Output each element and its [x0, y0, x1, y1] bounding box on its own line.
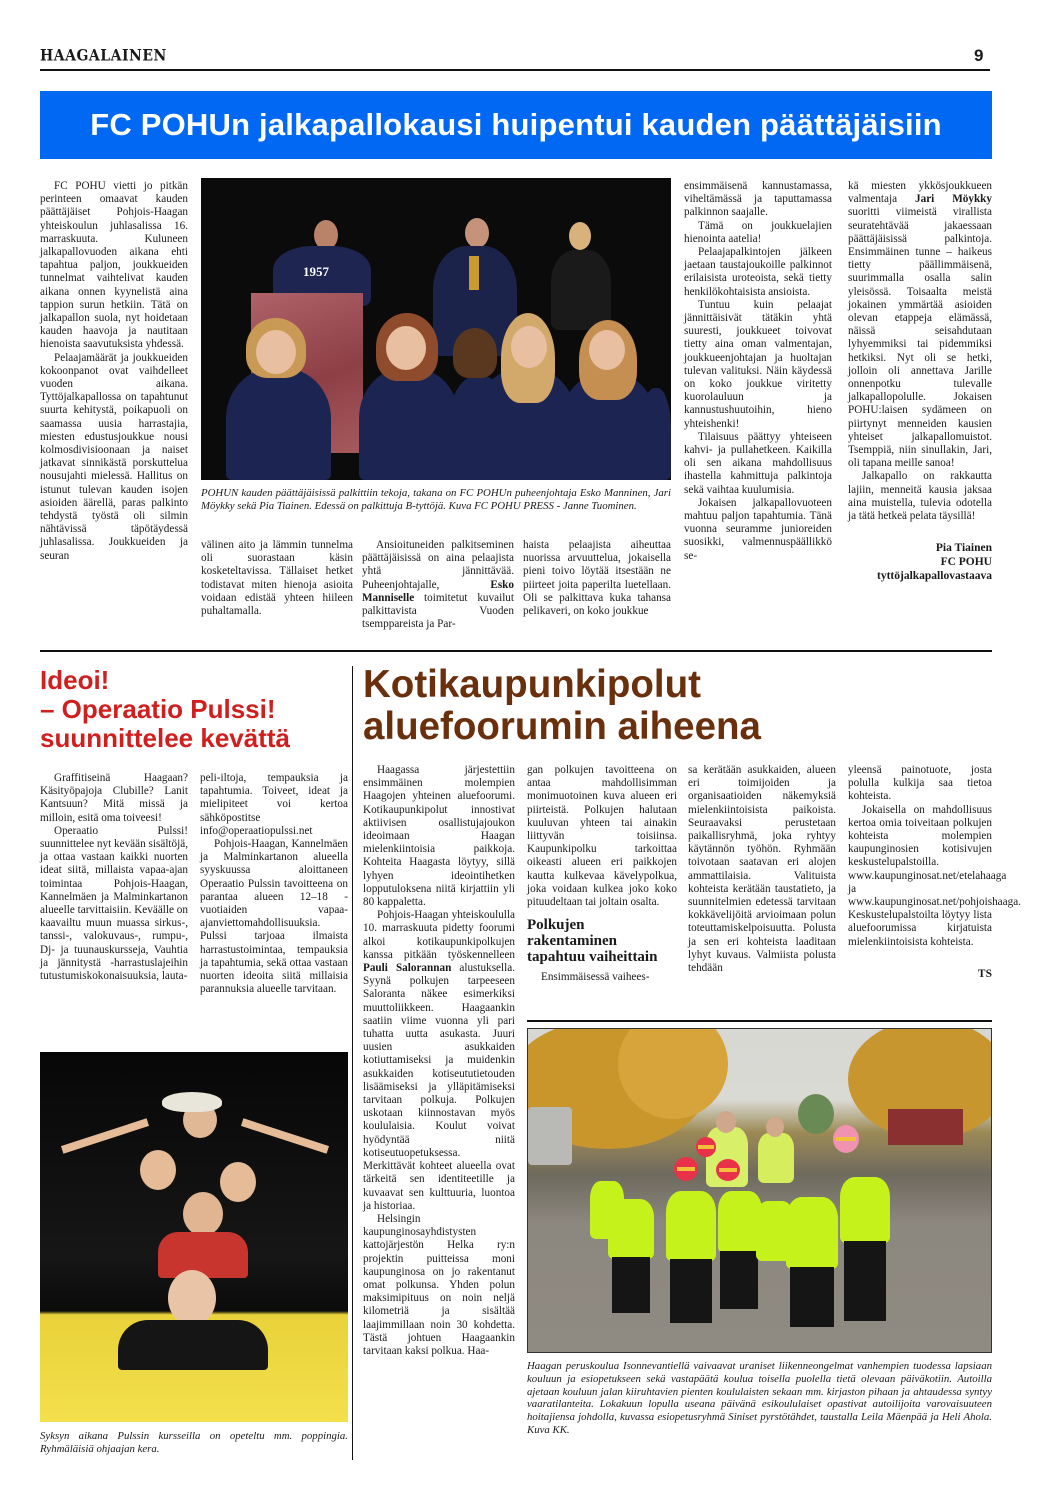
paragraph: välinen aito ja lämmin tunnelma oli suorastaan käsin kosketeltavissa. Tällaiset hetket todistavat miten hienoja asioita voidaan edistää yhteen hiileen puhaltamalla. [201, 539, 353, 618]
no-entry-sign [696, 1137, 716, 1157]
article2-photo-caption: Syksyn aikana Pulssin kursseilla on opeteltu mm. poppingia. Ryhmäläisiä ohjaajan kera. [40, 1430, 348, 1455]
paragraph: sa kerätään asukkaiden, alueen eri toimijoiden ja organisaatioiden näkemyksiä mielenkiintoisista paikoista. Seuraavaksi perustetaan paikallisryhmä, joka ryhtyy käytännön työhön. Ryhmään toivotaan saatavan eri alojen ammattilaisia. Valituista kohteista kerätään taustatieto, ja suunnitelmien edetessä tarvitaan kokkävelijöitä arvioimaan polun toteuttamiskelpoisuutta. Polusta ja sen eri kohteista laaditaan lyhyt kuvaus. Valmiista polusta tehdään [688, 764, 836, 975]
woman-figure [551, 250, 611, 330]
child-legs [790, 1267, 834, 1327]
article1-column-4 [523, 539, 671, 618]
paragraph: Helsingin kaupunginosayhdistysten kattojärjestön Helka ry:n projektin puitteissa moni kaupunginosa on jo rakentanut omat polkunsa. Yhden polun maksimipituus on noin neljä kilometriä ja sisältää laajimmillaan noin 30 kohdetta. Tästä johtuen Haagaankin tarvitaan kaksi polkua. Haa- [363, 1212, 515, 1357]
paragraph: Graffitiseinä Haagaan? Käsityöpajoja Clubille? Lanit Kantsuun? Mitä missä ja milloin, esitä oma toiveesi! [40, 772, 188, 824]
paragraph: Tämä on joukkuelajien hienointa aatelia! [684, 219, 832, 245]
player-face [511, 326, 547, 368]
adult-figure [758, 1133, 794, 1183]
player-face [386, 326, 426, 370]
paragraph: Jalkapallo on rakkautta lajiin, menneitä kausia jaksaa aina muistella, tulevia odotella ja tätä hetkeä pelata täysillä! [848, 470, 992, 523]
player-figure [226, 368, 331, 480]
dancer-head [140, 1150, 176, 1190]
article1-photo-caption: POHUN kauden päättäjäisissä palkittiin tekoja, takana on FC POHUn puheenjohtaja Esko Manninen, Jari Möykky sekä Pia Tiainen. Edessä on palkittuja B-tyttöjä. Kuva FC POHU PRESS - Janne Tuominen. [201, 487, 671, 512]
paragraph: Jokaisen jalkapallovuoteen mahtuu paljon tapahtumia. Tänä vuonna seuramme junioreiden suosikki, valmennuspäällikkö se- [684, 496, 832, 562]
article3-column-1 [363, 764, 515, 1358]
paragraph: Pelaajamäärät ja joukkueiden kokoonpanot ovat vaihdelleet vuoden aikana. Tyttöjalkapallossa on tapahtunut suurta kehitystä, poikapuoli on saamassa uusia harrastajia, miesten edustusjoukkue nousi kolmosdivisioonaan ja naiset jatkavat sinnikästä porskuttelua nousujahti mielessä. Hallitus on istunut tulevan kauden isojen asioiden äärellä, paras palkinto tehdystä työstä oli silmin nähtävissä täpötäydessä juhlasalissa. Joukkueiden ja seuran [40, 351, 188, 562]
dancer-head [220, 1162, 256, 1202]
article2-column-1 [40, 772, 188, 983]
article1-headline: FC POHUn jalkapallokausi huipentui kauden päättäjäisiin [90, 107, 942, 142]
person-name: Pauli Salorannan [363, 962, 452, 975]
dancer-shirt [158, 1232, 248, 1278]
paragraph: Ensimmäisessä vaihees- [541, 971, 650, 984]
headline-line: aluefoorumin aiheena [363, 705, 761, 748]
paragraph: Pohjois-Haagan, Kannelmäen ja Malminkartanon alueella syyskuussa aloittaneen Operaatio Pulssin tavoitteena on parantaa alueen 12–18 -vuotiaiden vapaa-ajanviettomahdollisuuksia. Pulssi tarjoaa ilmaista harrastustoimintaa, tempauksia ja tapahtumia, sekä ottaa vastaan nuorten ideoita siitä millaisia parannuksia alueelle tarvitaan. [200, 838, 348, 996]
author-name: Pia Tiainen [935, 542, 992, 555]
player-hair [453, 328, 497, 378]
headline-line: – Operaatio Pulssi! [40, 694, 276, 724]
article3-column-3 [688, 764, 836, 975]
child-figure [608, 1199, 654, 1259]
paragraph: Pelaajapalkintojen jälkeen jaetaan taustajoukoille palkinnot erilaisista uroteoista, sekä tietty henkilökohtaisista ansioista. [684, 246, 832, 298]
text: Ansioituneiden palkitseminen päättäjäisissä on aina pelaajista yhtä jännittävää. Puheenjohtajalle, [362, 539, 514, 591]
paragraph: Tilaisuus päättyy yhteiseen kahvi- ja pullahetkeen. Kaikilla oli sen aikana mahdollisuus ihastella kahmittuja palkintoja sekä vaihtaa kuulumisia. [684, 430, 832, 496]
publication-name: HAAGALAINEN [40, 47, 167, 65]
player-face [589, 330, 625, 370]
text: toimitetut kuvailut palkittavista Vuoden tsemppareista ja Par- [362, 591, 514, 631]
article1-column-2 [201, 539, 353, 618]
child-figure [786, 1197, 838, 1269]
article1-headline-banner [40, 91, 992, 159]
page-number: 9 [974, 46, 984, 65]
headline-line: Ideoi! [40, 665, 110, 695]
green-tree [798, 1094, 834, 1134]
article1-column-6 [848, 180, 992, 583]
paragraph: Jokaisella on mahdollisuus kertoa omia toiveitaan polkujen kohteista molempien kaupunginosien kotisivujen keskustelupalstoilla. www.kaupunginosat.net/etelahaaga ja www.kaupunginosat.net/pohjoishaaga. Keskustelupalstoilta löytyy lista aluefoorumissa kirjatuista mielenkiintoisista kohteista. [848, 803, 1021, 948]
article3-column-2 [527, 764, 677, 984]
player-figure [359, 368, 459, 480]
text: kä miesten ykkösjoukkueen valmentaja [848, 180, 992, 206]
trophy [469, 256, 479, 290]
paragraph: Haagassa järjestettiin ensimmäinen molempien Haagojen yhteinen aluefoorumi. Kotikaupunkipolut innostivat aktiivisen osallistujajoukon ideoimaan Haagan mielenkiintoisia paikkoja. Kohteita Haagasta löytyy, sillä lyhyen ideointihetken lopputuloksena niitä kirjattiin yli 80 kappaletta. [363, 764, 515, 909]
article2-headline [40, 666, 350, 753]
parked-van [528, 1107, 572, 1165]
headline-line: Kotikaupunkipolut [363, 663, 701, 706]
player-face [256, 330, 296, 374]
paragraph: peli-iltoja, tempauksia ja tapahtumia. Toiveet, ideat ja mielipiteet voi kertoa sähköpostitse info@operaatiopulssi.net [200, 772, 348, 837]
headline-line: suunnittelee kevättä [40, 723, 290, 753]
dancer-cap [162, 1092, 222, 1112]
section-divider [527, 1020, 992, 1022]
article3-column-4 [848, 764, 1021, 981]
no-entry-sign [833, 1125, 859, 1153]
dancer-arm [241, 1118, 329, 1153]
person-name: Jari Möykky [915, 193, 992, 206]
article3-signature: TS [977, 967, 992, 980]
paragraph: gan polkujen tavoitteena on antaa mahdollisimman monimuotoinen kuva alueen eri piirteistä. Polkujen halutaan kuuluvan yhteen tai ainakin liittyvän toisiinsa. Kaupunkipolku tarkoittaa oikeasti alueen eri paikkojen kautta kulkevaa kävelypolkua, joka voidaan kulkea joko koko pituudeltaan tai joltain osalta. [527, 764, 677, 909]
player-figure [641, 388, 671, 480]
text: Pohjois-Haagan yhteiskoululla 10. marraskuuta pidetty foorumi alkoi kotikaupunkipolkujen kanssa pitkään työskennelleen [363, 909, 515, 961]
person-name: Esko Manniselle [362, 578, 514, 604]
woman-head [569, 222, 591, 250]
paragraph: FC POHU vietti jo pitkän perinteen omaavat kauden päättäjäiset Pohjois-Haagan yhteiskoulun juhlasalissa 16. marraskuuta. Kuluneen jalkapallovuoden aikana ehti tapahtua paljon, joukkueiden tunnelmat vaihtelivat kauden aikana onnen kyynelistä aina tappion surun hetkiin. Tätä on jalkapallon suola, nyt hoidetaan kauden haavoja ja nautitaan hienoista saavutuksista yhdessä. [40, 180, 188, 351]
child-legs [612, 1257, 650, 1313]
article1-column-3 [362, 539, 514, 631]
article1-column-5 [684, 180, 832, 563]
child-legs [670, 1259, 712, 1323]
paragraph: ensimmäisenä kannustamassa, viheltämässä ja taputtamassa palkinnon saajalle. [684, 180, 832, 219]
no-entry-sign [674, 1157, 698, 1181]
red-building [888, 1109, 963, 1145]
column-divider [352, 666, 353, 1460]
article1-column-1 [40, 180, 188, 563]
paragraph: yleensä painotuote, josta polulla kulkija saa tietoa kohteista. [848, 764, 992, 803]
chairman-head [465, 218, 489, 248]
dancer-body [118, 1320, 268, 1370]
dancer-arm [61, 1118, 149, 1153]
article2-column-2 [200, 772, 348, 996]
child-legs [720, 1251, 758, 1309]
section-divider [40, 650, 992, 652]
paragraph: Tuntuu kuin pelaajat jännittäisivät tätäkin yhtä suuresti, joukkueet toivovat tietty aina oman valmentajan, joukkueenjohtajan ja huoltajan tulevan valituksi. Näin käydessä on koko joukkue viritetty kuorolauluun ja kannustushuutoihin, hieno yhteishenki! [684, 298, 832, 430]
adult-head [716, 1111, 736, 1133]
paragraph: haista pelaajista aiheuttaa nuorissa arvuuttelua, jokaisella pieni toivo löytää itsestään ne piirteet joita paperilta luetellaan. Oli se palkittava kuka tahansa pelikaveri, on koko joukkue [523, 539, 671, 618]
dancer-head [168, 1270, 216, 1326]
article3-photo-caption: Haagan peruskoulua Isonnevantiellä vaivaavat uraniset liikenneongelmat vanhempien tuodessa lapsiaan kouluun ja esiopetukseen sekä vastapäätä koulua toisella puolella tietä olevaan päiväkotiin. Autoilla ajetaan kouluun jalan kiiruhtavien pienten koululaisten sekaan mm. kirjaston pihaan ja ahtaudessa syntyy vaaratilanteita. Lokakuun lopulla useana päivänä esikoululaiset opastivat autoilijoita varovaisuuteen hoitajiensa johdolla, kuvassa esiopetusryhmä Siniset pyrstötähdet, taustalla Leila Mäenpää ja Heli Ahola. Kuva KK. [527, 1360, 992, 1436]
article2-photo-dance-group [40, 1052, 348, 1422]
author-org: FC POHU [940, 556, 992, 569]
child-legs [844, 1241, 886, 1321]
no-entry-sign [716, 1159, 740, 1181]
dancer-head [183, 1192, 223, 1236]
article3-subheading: Polkujen rakentaminen tapahtuu vaiheittain [527, 917, 658, 966]
article3-photo-preschoolers-street [527, 1028, 992, 1353]
masthead-rule [40, 69, 990, 71]
article3-headline [363, 664, 843, 748]
child-figure [840, 1177, 890, 1243]
article1-signature [848, 541, 992, 583]
text: suoritti viimeistä virallista seuratehtävää jakaessaan päättäjäisissä palkintoja. Ensimmäinen tunne – haikeus tietty päällimmäisenä, suurimmalla osalla salin yleisössä. Toisaalta meistä jokainen ymmärtää asioiden olevan etappeja elämässä, näissä seisahdutaan lyhyemmiksi tai pidemmiksi hetkiksi. Nyt oli se hetki, jolloin oli annettava Jarille onnenpotku tulevalle jalkapallopolulle. Jokaisen POHU:laisen sydämeen on piirtynyt menneiden kausien yhteiset jalkapallomuistot. Tsemppiä, niin sinullakin, Jari, oli tapana meille sanoa! [848, 206, 992, 470]
text: alustuksella. Syynä polkujen tarpeeseen Saloranta näkee esimerkiksi muuttoliikkeen. Haagaankin saatiin viime vuonna yli pari tuhatta uutta asukasta. Juuri uusien asukkaiden kotiuttamiseksi ja muidenkin asukkaiden kotiseututietouden lisäämiseksi ja ylläpitämiseksi tarvitaan polkuja. Polkujen uskotaan kiinnostavan myös koululaisia. Koulut voivat hyödyntää niitä kotiseutuopetuksessa. Merkittävät kohteet alueella ovat tärkeitä sen identiteetille ja kuvaavat sen kulttuuria, luontoa ja historiaa. [363, 962, 515, 1212]
child-figure [666, 1191, 716, 1261]
shirt-print: 1957 [303, 264, 329, 279]
article1-photo-award-ceremony [201, 178, 671, 480]
author-role: tyttöjalkapallovastaava [877, 570, 992, 583]
adult-head [766, 1117, 784, 1137]
paragraph: Operaatio Pulssi! suunnittelee nyt kevään sisältöjä, ja ottaa vastaan kaikki nuorten ideat siitä, millaista vapaa-ajan toimintaa Pohjois-Haagan, Kannelmäen ja Malminkartanon alueelle tarvittaisiin. Keväälle on kaavailtu muun muassa sirkus-, tanssi-, valokuvaus-, rumpu-, Dj- ja tuunauskursseja, Vauhtia ja jännitystä -harrastuslajeihin tutustumiskokonaisuuksia, lauta- [40, 824, 188, 983]
